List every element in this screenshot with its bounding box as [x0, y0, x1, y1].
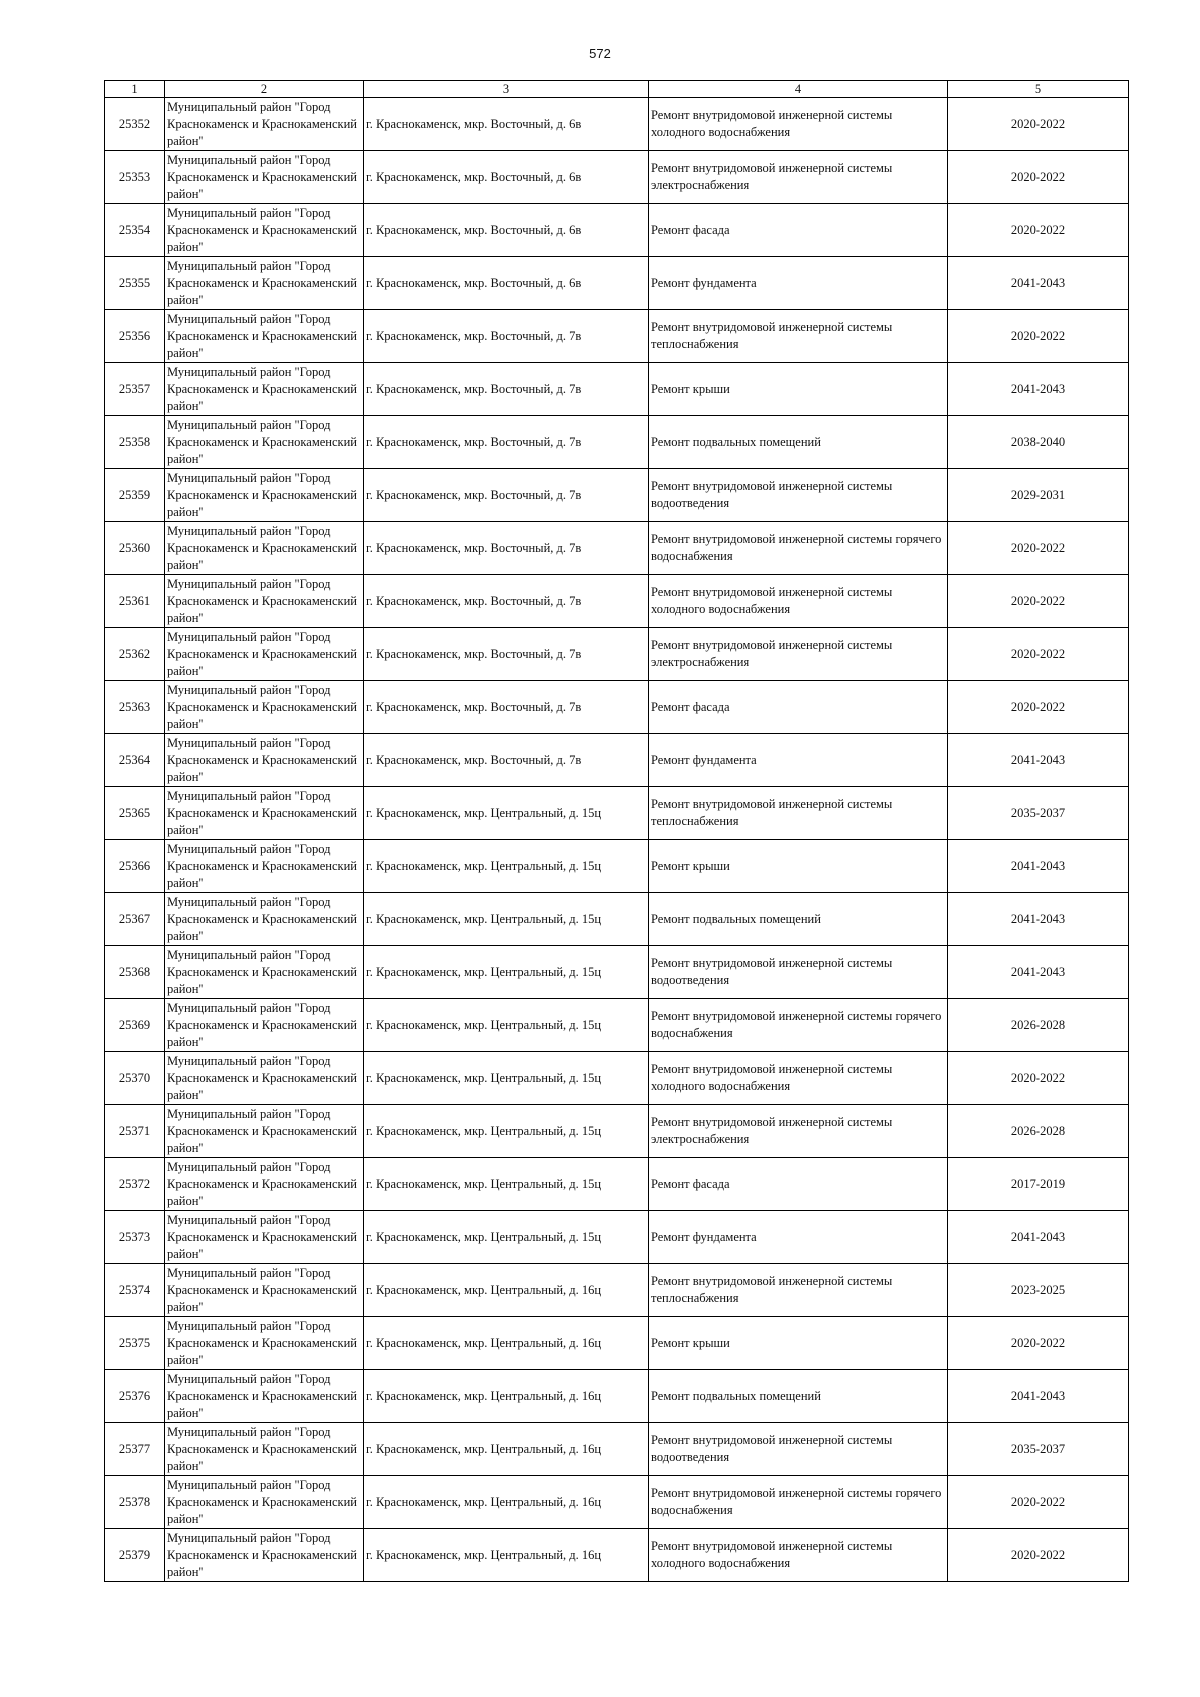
- row-number: 25377: [105, 1423, 165, 1476]
- column-header: 4: [649, 81, 948, 98]
- row-number: 25360: [105, 522, 165, 575]
- work-type-cell: Ремонт подвальных помещений: [649, 1370, 948, 1423]
- row-number: 25379: [105, 1529, 165, 1582]
- work-type-cell: Ремонт внутридомовой инженерной системы электроснабжения: [649, 151, 948, 204]
- municipality-cell: Муниципальный район "Город Краснокаменск и Краснокаменский район": [165, 416, 364, 469]
- municipality-cell: Муниципальный район "Город Краснокаменск и Краснокаменский район": [165, 575, 364, 628]
- municipality-cell: Муниципальный район "Город Краснокаменск и Краснокаменский район": [165, 98, 364, 151]
- row-number: 25359: [105, 469, 165, 522]
- period-cell: 2020-2022: [948, 1529, 1129, 1582]
- row-number: 25353: [105, 151, 165, 204]
- work-type-cell: Ремонт фундамента: [649, 734, 948, 787]
- address-cell: г. Краснокаменск, мкр. Центральный, д. 16ц: [364, 1264, 649, 1317]
- period-cell: 2038-2040: [948, 416, 1129, 469]
- table-row: [105, 1529, 1129, 1582]
- municipality-cell: Муниципальный район "Город Краснокаменск и Краснокаменский район": [165, 522, 364, 575]
- work-type-cell: Ремонт внутридомовой инженерной системы холодного водоснабжения: [649, 1529, 948, 1582]
- table-row: [105, 1370, 1129, 1423]
- row-number: 25374: [105, 1264, 165, 1317]
- table-row: [105, 575, 1129, 628]
- row-number: 25375: [105, 1317, 165, 1370]
- column-header: 1: [105, 81, 165, 98]
- address-cell: г. Краснокаменск, мкр. Центральный, д. 16ц: [364, 1529, 649, 1582]
- row-number: 25352: [105, 98, 165, 151]
- municipality-cell: Муниципальный район "Город Краснокаменск и Краснокаменский район": [165, 1264, 364, 1317]
- municipality-cell: Муниципальный район "Город Краснокаменск и Краснокаменский район": [165, 1423, 364, 1476]
- municipality-cell: Муниципальный район "Город Краснокаменск и Краснокаменский район": [165, 1158, 364, 1211]
- period-cell: 2041-2043: [948, 946, 1129, 999]
- address-cell: г. Краснокаменск, мкр. Центральный, д. 16ц: [364, 1423, 649, 1476]
- address-cell: г. Краснокаменск, мкр. Центральный, д. 15ц: [364, 1158, 649, 1211]
- work-type-cell: Ремонт фундамента: [649, 1211, 948, 1264]
- row-number: 25362: [105, 628, 165, 681]
- page-number: 572: [589, 46, 611, 61]
- row-number: 25365: [105, 787, 165, 840]
- period-cell: 2023-2025: [948, 1264, 1129, 1317]
- row-number: 25355: [105, 257, 165, 310]
- municipality-cell: Муниципальный район "Город Краснокаменск и Краснокаменский район": [165, 840, 364, 893]
- address-cell: г. Краснокаменск, мкр. Центральный, д. 15ц: [364, 787, 649, 840]
- period-cell: 2026-2028: [948, 999, 1129, 1052]
- period-cell: 2020-2022: [948, 628, 1129, 681]
- table-row: [105, 840, 1129, 893]
- row-number: 25367: [105, 893, 165, 946]
- table-row: [105, 893, 1129, 946]
- municipality-cell: Муниципальный район "Город Краснокаменск и Краснокаменский район": [165, 1529, 364, 1582]
- work-type-cell: Ремонт внутридомовой инженерной системы горячего водоснабжения: [649, 999, 948, 1052]
- address-cell: г. Краснокаменск, мкр. Восточный, д. 6в: [364, 204, 649, 257]
- row-number: 25373: [105, 1211, 165, 1264]
- table-row: [105, 98, 1129, 151]
- work-type-cell: Ремонт крыши: [649, 1317, 948, 1370]
- period-cell: 2041-2043: [948, 363, 1129, 416]
- work-type-cell: Ремонт внутридомовой инженерной системы электроснабжения: [649, 628, 948, 681]
- work-type-cell: Ремонт фасада: [649, 204, 948, 257]
- table-row: [105, 681, 1129, 734]
- work-type-cell: Ремонт внутридомовой инженерной системы теплоснабжения: [649, 787, 948, 840]
- municipality-cell: Муниципальный район "Город Краснокаменск и Краснокаменский район": [165, 1370, 364, 1423]
- table-row: [105, 1105, 1129, 1158]
- address-cell: г. Краснокаменск, мкр. Центральный, д. 15ц: [364, 1052, 649, 1105]
- municipality-cell: Муниципальный район "Город Краснокаменск и Краснокаменский район": [165, 1211, 364, 1264]
- work-type-cell: Ремонт фасада: [649, 1158, 948, 1211]
- address-cell: г. Краснокаменск, мкр. Восточный, д. 7в: [364, 681, 649, 734]
- row-number: 25356: [105, 310, 165, 363]
- address-cell: г. Краснокаменск, мкр. Восточный, д. 7в: [364, 522, 649, 575]
- address-cell: г. Краснокаменск, мкр. Восточный, д. 7в: [364, 469, 649, 522]
- row-number: 25371: [105, 1105, 165, 1158]
- table-row: [105, 1158, 1129, 1211]
- header-row: [105, 81, 1129, 98]
- table-row: [105, 469, 1129, 522]
- row-number: 25372: [105, 1158, 165, 1211]
- address-cell: г. Краснокаменск, мкр. Восточный, д. 7в: [364, 575, 649, 628]
- column-header: 2: [165, 81, 364, 98]
- work-type-cell: Ремонт внутридомовой инженерной системы холодного водоснабжения: [649, 1052, 948, 1105]
- address-cell: г. Краснокаменск, мкр. Восточный, д. 6в: [364, 151, 649, 204]
- work-type-cell: Ремонт крыши: [649, 840, 948, 893]
- address-cell: г. Краснокаменск, мкр. Восточный, д. 7в: [364, 416, 649, 469]
- period-cell: 2041-2043: [948, 893, 1129, 946]
- column-header: 5: [948, 81, 1129, 98]
- table-row: [105, 1423, 1129, 1476]
- address-cell: г. Краснокаменск, мкр. Центральный, д. 15ц: [364, 999, 649, 1052]
- row-number: 25357: [105, 363, 165, 416]
- municipality-cell: Муниципальный район "Город Краснокаменск и Краснокаменский район": [165, 257, 364, 310]
- table-body: [105, 98, 1129, 1582]
- municipality-cell: Муниципальный район "Город Краснокаменск и Краснокаменский район": [165, 363, 364, 416]
- work-type-cell: Ремонт внутридомовой инженерной системы теплоснабжения: [649, 1264, 948, 1317]
- work-type-cell: Ремонт фундамента: [649, 257, 948, 310]
- table-row: [105, 363, 1129, 416]
- municipality-cell: Муниципальный район "Город Краснокаменск и Краснокаменский район": [165, 893, 364, 946]
- table-row: [105, 1264, 1129, 1317]
- municipality-cell: Муниципальный район "Город Краснокаменск и Краснокаменский район": [165, 204, 364, 257]
- period-cell: 2035-2037: [948, 787, 1129, 840]
- address-cell: г. Краснокаменск, мкр. Центральный, д. 15ц: [364, 840, 649, 893]
- period-cell: 2020-2022: [948, 681, 1129, 734]
- table-row: [105, 734, 1129, 787]
- period-cell: 2020-2022: [948, 522, 1129, 575]
- municipality-cell: Муниципальный район "Город Краснокаменск и Краснокаменский район": [165, 1052, 364, 1105]
- work-type-cell: Ремонт фасада: [649, 681, 948, 734]
- row-number: 25378: [105, 1476, 165, 1529]
- address-cell: г. Краснокаменск, мкр. Восточный, д. 7в: [364, 628, 649, 681]
- address-cell: г. Краснокаменск, мкр. Восточный, д. 6в: [364, 257, 649, 310]
- work-type-cell: Ремонт внутридомовой инженерной системы холодного водоснабжения: [649, 575, 948, 628]
- municipality-cell: Муниципальный район "Город Краснокаменск и Краснокаменский район": [165, 310, 364, 363]
- address-cell: г. Краснокаменск, мкр. Восточный, д. 7в: [364, 363, 649, 416]
- work-type-cell: Ремонт внутридомовой инженерной системы холодного водоснабжения: [649, 98, 948, 151]
- period-cell: 2020-2022: [948, 1317, 1129, 1370]
- municipality-cell: Муниципальный район "Город Краснокаменск и Краснокаменский район": [165, 1105, 364, 1158]
- period-cell: 2020-2022: [948, 204, 1129, 257]
- period-cell: 2029-2031: [948, 469, 1129, 522]
- period-cell: 2020-2022: [948, 151, 1129, 204]
- municipality-cell: Муниципальный район "Город Краснокаменск и Краснокаменский район": [165, 628, 364, 681]
- table-row: [105, 1476, 1129, 1529]
- municipality-cell: Муниципальный район "Город Краснокаменск и Краснокаменский район": [165, 151, 364, 204]
- municipality-cell: Муниципальный район "Город Краснокаменск и Краснокаменский район": [165, 999, 364, 1052]
- municipality-cell: Муниципальный район "Город Краснокаменск и Краснокаменский район": [165, 1476, 364, 1529]
- work-type-cell: Ремонт внутридомовой инженерной системы водоотведения: [649, 469, 948, 522]
- row-number: 25368: [105, 946, 165, 999]
- period-cell: 2020-2022: [948, 98, 1129, 151]
- row-number: 25364: [105, 734, 165, 787]
- work-type-cell: Ремонт подвальных помещений: [649, 416, 948, 469]
- period-cell: 2041-2043: [948, 257, 1129, 310]
- work-type-cell: Ремонт подвальных помещений: [649, 893, 948, 946]
- address-cell: г. Краснокаменск, мкр. Восточный, д. 6в: [364, 98, 649, 151]
- municipality-cell: Муниципальный район "Город Краснокаменск и Краснокаменский район": [165, 681, 364, 734]
- table-row: [105, 204, 1129, 257]
- table-row: [105, 151, 1129, 204]
- table-row: [105, 522, 1129, 575]
- table-row: [105, 946, 1129, 999]
- address-cell: г. Краснокаменск, мкр. Центральный, д. 16ц: [364, 1476, 649, 1529]
- address-cell: г. Краснокаменск, мкр. Центральный, д. 15ц: [364, 1211, 649, 1264]
- table-row: [105, 1052, 1129, 1105]
- table-row: [105, 257, 1129, 310]
- table-row: [105, 310, 1129, 363]
- address-cell: г. Краснокаменск, мкр. Центральный, д. 16ц: [364, 1370, 649, 1423]
- work-type-cell: Ремонт внутридомовой инженерной системы теплоснабжения: [649, 310, 948, 363]
- column-header: 3: [364, 81, 649, 98]
- address-cell: г. Краснокаменск, мкр. Центральный, д. 15ц: [364, 893, 649, 946]
- work-type-cell: Ремонт внутридомовой инженерной системы электроснабжения: [649, 1105, 948, 1158]
- period-cell: 2017-2019: [948, 1158, 1129, 1211]
- municipality-cell: Муниципальный район "Город Краснокаменск и Краснокаменский район": [165, 946, 364, 999]
- municipality-cell: Муниципальный район "Город Краснокаменск и Краснокаменский район": [165, 1317, 364, 1370]
- address-cell: г. Краснокаменск, мкр. Центральный, д. 16ц: [364, 1317, 649, 1370]
- period-cell: 2020-2022: [948, 575, 1129, 628]
- period-cell: 2020-2022: [948, 1052, 1129, 1105]
- work-type-cell: Ремонт внутридомовой инженерной системы горячего водоснабжения: [649, 522, 948, 575]
- row-number: 25358: [105, 416, 165, 469]
- row-number: 25376: [105, 1370, 165, 1423]
- period-cell: 2035-2037: [948, 1423, 1129, 1476]
- period-cell: 2020-2022: [948, 1476, 1129, 1529]
- row-number: 25354: [105, 204, 165, 257]
- table-row: [105, 1211, 1129, 1264]
- registry-table: [104, 80, 1129, 1582]
- row-number: 25369: [105, 999, 165, 1052]
- work-type-cell: Ремонт внутридомовой инженерной системы горячего водоснабжения: [649, 1476, 948, 1529]
- row-number: 25361: [105, 575, 165, 628]
- address-cell: г. Краснокаменск, мкр. Центральный, д. 15ц: [364, 1105, 649, 1158]
- municipality-cell: Муниципальный район "Город Краснокаменск и Краснокаменский район": [165, 787, 364, 840]
- period-cell: 2041-2043: [948, 840, 1129, 893]
- period-cell: 2041-2043: [948, 734, 1129, 787]
- table-row: [105, 999, 1129, 1052]
- table-row: [105, 416, 1129, 469]
- table-row: [105, 787, 1129, 840]
- address-cell: г. Краснокаменск, мкр. Восточный, д. 7в: [364, 734, 649, 787]
- row-number: 25370: [105, 1052, 165, 1105]
- table-row: [105, 628, 1129, 681]
- period-cell: 2041-2043: [948, 1211, 1129, 1264]
- row-number: 25363: [105, 681, 165, 734]
- work-type-cell: Ремонт внутридомовой инженерной системы водоотведения: [649, 1423, 948, 1476]
- period-cell: 2026-2028: [948, 1105, 1129, 1158]
- municipality-cell: Муниципальный район "Город Краснокаменск и Краснокаменский район": [165, 734, 364, 787]
- table-row: [105, 1317, 1129, 1370]
- row-number: 25366: [105, 840, 165, 893]
- period-cell: 2041-2043: [948, 1370, 1129, 1423]
- work-type-cell: Ремонт внутридомовой инженерной системы водоотведения: [649, 946, 948, 999]
- municipality-cell: Муниципальный район "Город Краснокаменск и Краснокаменский район": [165, 469, 364, 522]
- address-cell: г. Краснокаменск, мкр. Восточный, д. 7в: [364, 310, 649, 363]
- period-cell: 2020-2022: [948, 310, 1129, 363]
- work-type-cell: Ремонт крыши: [649, 363, 948, 416]
- address-cell: г. Краснокаменск, мкр. Центральный, д. 15ц: [364, 946, 649, 999]
